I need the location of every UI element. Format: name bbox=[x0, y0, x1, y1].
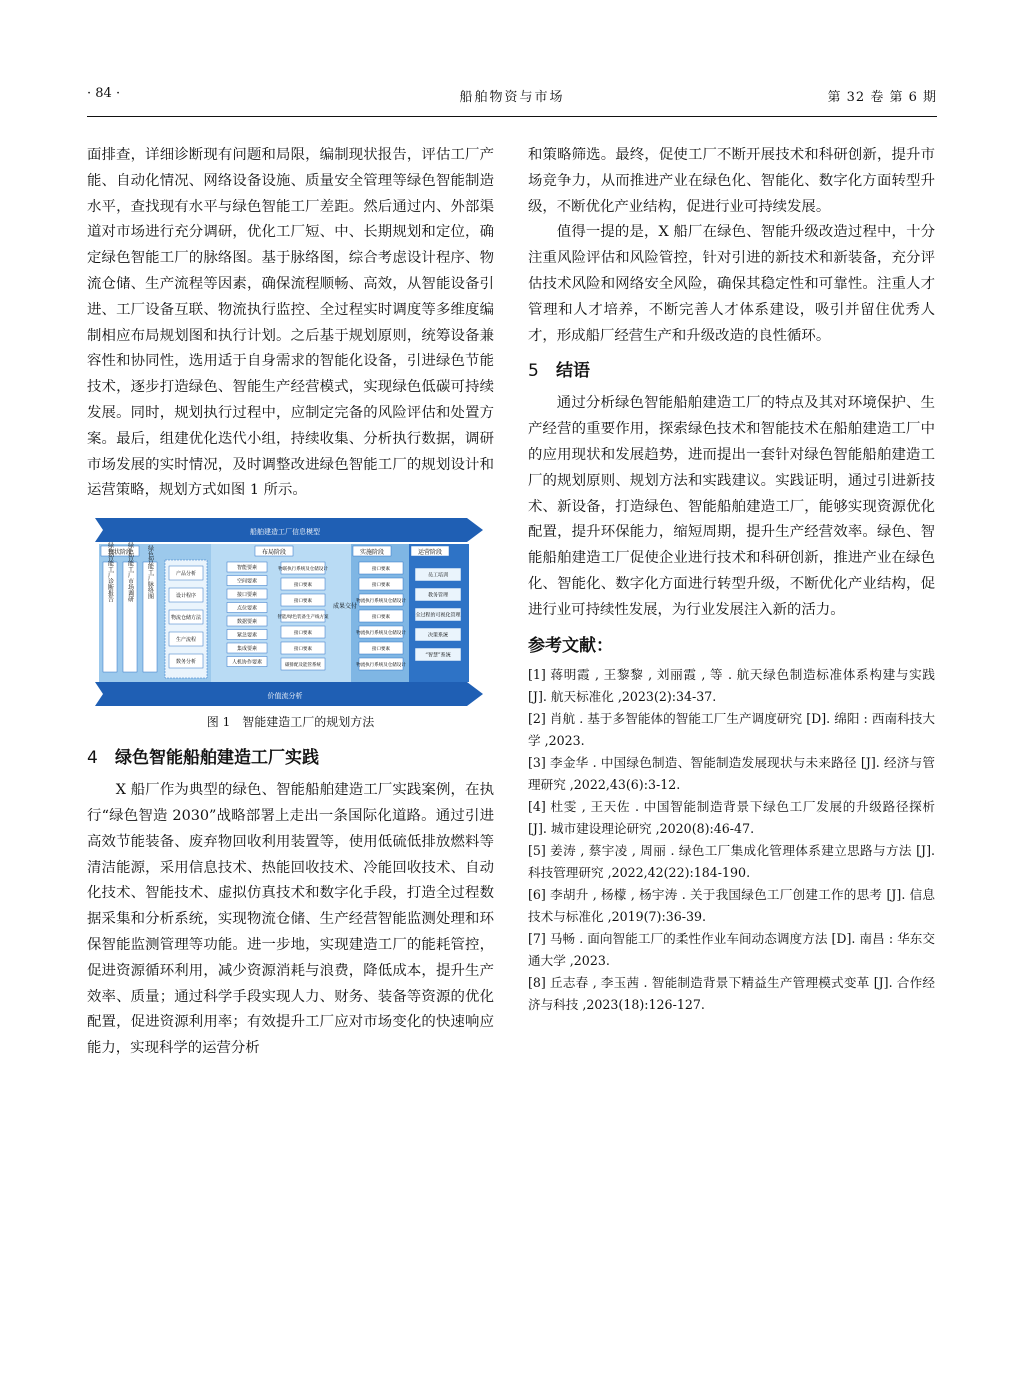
stage4-item: “智慧”系统 bbox=[425, 652, 451, 659]
figure-1 bbox=[95, 516, 487, 706]
references-heading: 参考文献： bbox=[528, 635, 613, 656]
stage2-item: 点位要素 bbox=[236, 605, 258, 612]
planning-method-diagram bbox=[95, 516, 487, 706]
stage3-item: 物流执行系统及仓储设计 bbox=[356, 663, 406, 669]
stage2-item: 智能要素 bbox=[236, 565, 258, 572]
stage1-item: 物流仓储方法 bbox=[170, 615, 202, 622]
figure-caption: 图 1 智能建造工厂的规划方法 bbox=[206, 715, 375, 730]
stage2-item: 数据要素 bbox=[236, 619, 258, 626]
stage2b-item: 物联执行系统及仓储设计 bbox=[278, 567, 328, 573]
stage3-items bbox=[356, 562, 406, 670]
header-rule bbox=[87, 116, 937, 117]
section-5-number: 5 bbox=[528, 361, 539, 382]
section-5-title: 结语 bbox=[556, 361, 590, 382]
top-arrow-label: 船舶建造工厂信息模型 bbox=[250, 528, 320, 537]
stage3-item: 接口要素 bbox=[372, 567, 390, 573]
page-number: · 84 · bbox=[87, 86, 121, 101]
stage1-vertical-label: 绿色智能工厂诊断报告 bbox=[106, 542, 114, 603]
reference-item: [7] 马畅 . 面向智能工厂的柔性作业车间动态调度方法 [D]. 南昌 : 华东交通大学 ,2023. bbox=[528, 930, 935, 968]
stage2b-item: 接口要素 bbox=[294, 647, 312, 653]
stage4-item: 决策系统 bbox=[427, 632, 449, 639]
reference-item: [8] 丘志春 , 李玉茜 . 智能制造背景下精益生产管理模式变革 [J]. 合作经济与科技 ,2023(18):126-127. bbox=[528, 974, 935, 1012]
stage2-item: 集成要素 bbox=[236, 646, 258, 653]
reference-item: [5] 姜涛 , 蔡宇凌 , 周丽 . 绿色工厂集成化管理体系建立思路与方法 [J]. 科技管理研究 ,2022,42(22):184-190. bbox=[528, 842, 935, 880]
stage1-vertical-label: 绿色智能工厂脉络图 bbox=[146, 545, 154, 600]
stage1-item: 产品分析 bbox=[175, 571, 197, 578]
stage2b-item: 接口要素 bbox=[294, 583, 312, 589]
stage2b-item: 智能/绿色装备生产线方案 bbox=[277, 615, 329, 621]
journal-title: 船舶物资与市场 bbox=[459, 90, 565, 105]
stage1-item: 生产流程 bbox=[175, 637, 197, 644]
reference-item: [6] 李胡升 , 杨檬 , 杨宇涛 . 关于我国绿色工厂创建工作的思考 [J]. 信息技术与标准化 ,2019(7):36-39. bbox=[528, 886, 935, 924]
section-4-title: 绿色智能船舶建造工厂实践 bbox=[115, 748, 319, 769]
right-paragraph-2: 值得一提的是，X 船厂在绿色、智能升级改造过程中，十分注重风险评估和风险管控，针对引进的新技术和新装备，充分评估技术风险和网络安全风险，确保其稳定性和可靠性。注重人才管理和人才培养，不断完善人才体系建设，吸引并留住优秀人才，形成船厂经营生产和升级改造的良性循环。 bbox=[528, 224, 935, 344]
stage1-vertical-label: 绿色智能工厂市场调研 bbox=[126, 542, 134, 603]
stage2b-items bbox=[277, 562, 329, 670]
stage4-item: 员工培训 bbox=[427, 572, 449, 579]
bottom-arrow-label: 价值流分析 bbox=[267, 692, 303, 701]
stage3-item: 物流执行系统及仓储设计 bbox=[356, 631, 406, 637]
stage2-label: 布局阶段 bbox=[261, 549, 287, 557]
issue-info: 第 32 卷 第 6 期 bbox=[827, 90, 937, 105]
stage4-label: 运营阶段 bbox=[417, 549, 443, 557]
reference-item: [1] 蒋明霞 , 王黎黎 , 刘丽霞 , 等 . 航天绿色制造标准体系构建与实践 [J]. 航天标准化 ,2023(2):34-37. bbox=[528, 666, 935, 704]
running-header bbox=[87, 86, 937, 106]
stage1-item: 数务分析 bbox=[175, 659, 197, 666]
stage4-item: 教务管理 bbox=[427, 592, 449, 599]
section-4-heading bbox=[87, 746, 494, 770]
stage3-item: 接口要素 bbox=[372, 615, 390, 621]
left-column bbox=[87, 143, 494, 1062]
stage1-label: 现状阶段 bbox=[107, 549, 133, 557]
stage3-item: 物流执行系统及仓储设计 bbox=[356, 599, 406, 605]
left-paragraph-1: 面排查，详细诊断现有问题和局限，编制现状报告，评估工厂产能、自动化情况、网络设备设施、质量安全管理等绿色智能制造水平，查找现有水平与绿色智能工厂差距。然后通过内、外部渠道对市场进行充分调研，优化工厂短、中、长期规划和定位，确定绿色智能工厂的脉络图。基于脉络图，综合考虑设计程序、物流仓储、生产流程等因素，确保流程顺畅、高效，从智能设备引进、工厂设备互联、物流执行监控、全过程实时调度等多维度编制相应布局规划图和执行计划。之后基于规划原则，统筹设备兼容性和协同性，选用适于自身需求的智能化设备，引进绿色节能技术，逐步打造绿色、智能生产经营模式，实现绿色低碳可持续发展。同时，规划执行过程中，应制定完备的风险评估和处置方案。最后，组建优化迭代小组，持续收集、分析执行数据，调研市场发展的实时情况，及时调整改进绿色智能工厂的规划设计和运营策略，规划方式如图 1 所示。 bbox=[87, 147, 494, 499]
stage3-item: 接口要素 bbox=[372, 647, 390, 653]
reference-list bbox=[528, 664, 935, 1016]
right-column bbox=[528, 143, 935, 1016]
stage2b-item: 接口要素 bbox=[294, 631, 312, 637]
stage2-item: 接口要素 bbox=[236, 592, 258, 599]
stage2b-item: 碳排配及能管系统 bbox=[285, 663, 321, 669]
stage2-item: 空间要素 bbox=[236, 578, 258, 585]
mid-label: 成果交付 bbox=[332, 603, 358, 611]
right-paragraph-1: 和策略筛选。最终，促使工厂不断开展技术和科研创新，提升市场竞争力，从而推进产业在绿色化、智能化、数字化方面转型升级，不断优化产业结构，促进行业可持续发展。 bbox=[528, 147, 935, 215]
stage3-label: 实施阶段 bbox=[359, 549, 385, 557]
stage2b-item: 接口要素 bbox=[294, 599, 312, 605]
reference-item: [3] 李金华 . 中国绿色制造、智能制造发展现状与未来路径 [J]. 经济与管理研究 ,2022,43(6):3-12. bbox=[528, 754, 935, 792]
section-5-heading bbox=[528, 359, 935, 383]
reference-item: [4] 杜雯 , 王天佐 . 中国智能制造背景下绿色工厂发展的升级路径探析 [J]. 城市建设理论研究 ,2020(8):46-47. bbox=[528, 798, 935, 836]
right-paragraph-3: 通过分析绿色智能船舶建造工厂的特点及其对环境保护、生产经营的重要作用，探索绿色技术和智能技术在船舶建造工厂中的应用现状和发展趋势，进而提出一套针对绿色智能船舶建造工厂的规划原则、规划方法和实践建议。实践证明，通过引进新技术、新设备，打造绿色、智能船舶建造工厂，能够实现资源优化配置，提升环保能力，缩短周期，提升生产经营效率。绿色、智能船舶建造工厂促使企业进行技术和科研创新，推进产业在绿色化、智能化、数字化方面进行转型升级，不断优化产业结构，促进行业可持续性发展，为行业发展注入新的活力。 bbox=[528, 395, 935, 618]
stage1-vertical-boxes bbox=[103, 541, 157, 672]
stage4-item: 全过程的可视化管理 bbox=[415, 612, 461, 619]
stage2-item: 人机协作要素 bbox=[231, 659, 263, 666]
reference-item: [2] 肖航 . 基于多智能体的智能工厂生产调度研究 [D]. 绵阳 : 西南科技大学 ,2023. bbox=[528, 710, 935, 748]
left-paragraph-2: X 船厂作为典型的绿色、智能船舶建造工厂实践案例，在执行“绿色智造 2030”战略部署上走出一条国际化道路。通过引进高效节能装备、废弃物回收利用装置等，使用低硫低排放燃料等清洁能源，采用信息技术、热能回收技术、冷能回收技术、自动化技术、智能技术、虚拟仿真技术和数字化手段，打造全过程数据采集和分析系统，实现物流仓储、生产经营智能监测处理和环保智能监测管理等功能。进一步地，实现建造工厂的能耗管控，促进资源循环利用，减少资源消耗与浪费，降低成本，提升生产效率、质量；通过科学手段实现人力、财务、装备等资源的优化配置，促进资源利用率；有效提升工厂应对市场变化的快速响应能力，实现科学的运营分析 bbox=[87, 782, 494, 1057]
stage3-item: 接口要素 bbox=[372, 583, 390, 589]
section-4-number: 4 bbox=[87, 748, 98, 769]
stage2-item: 紧急要素 bbox=[236, 632, 258, 639]
stage1-item: 设计程序 bbox=[175, 593, 197, 600]
